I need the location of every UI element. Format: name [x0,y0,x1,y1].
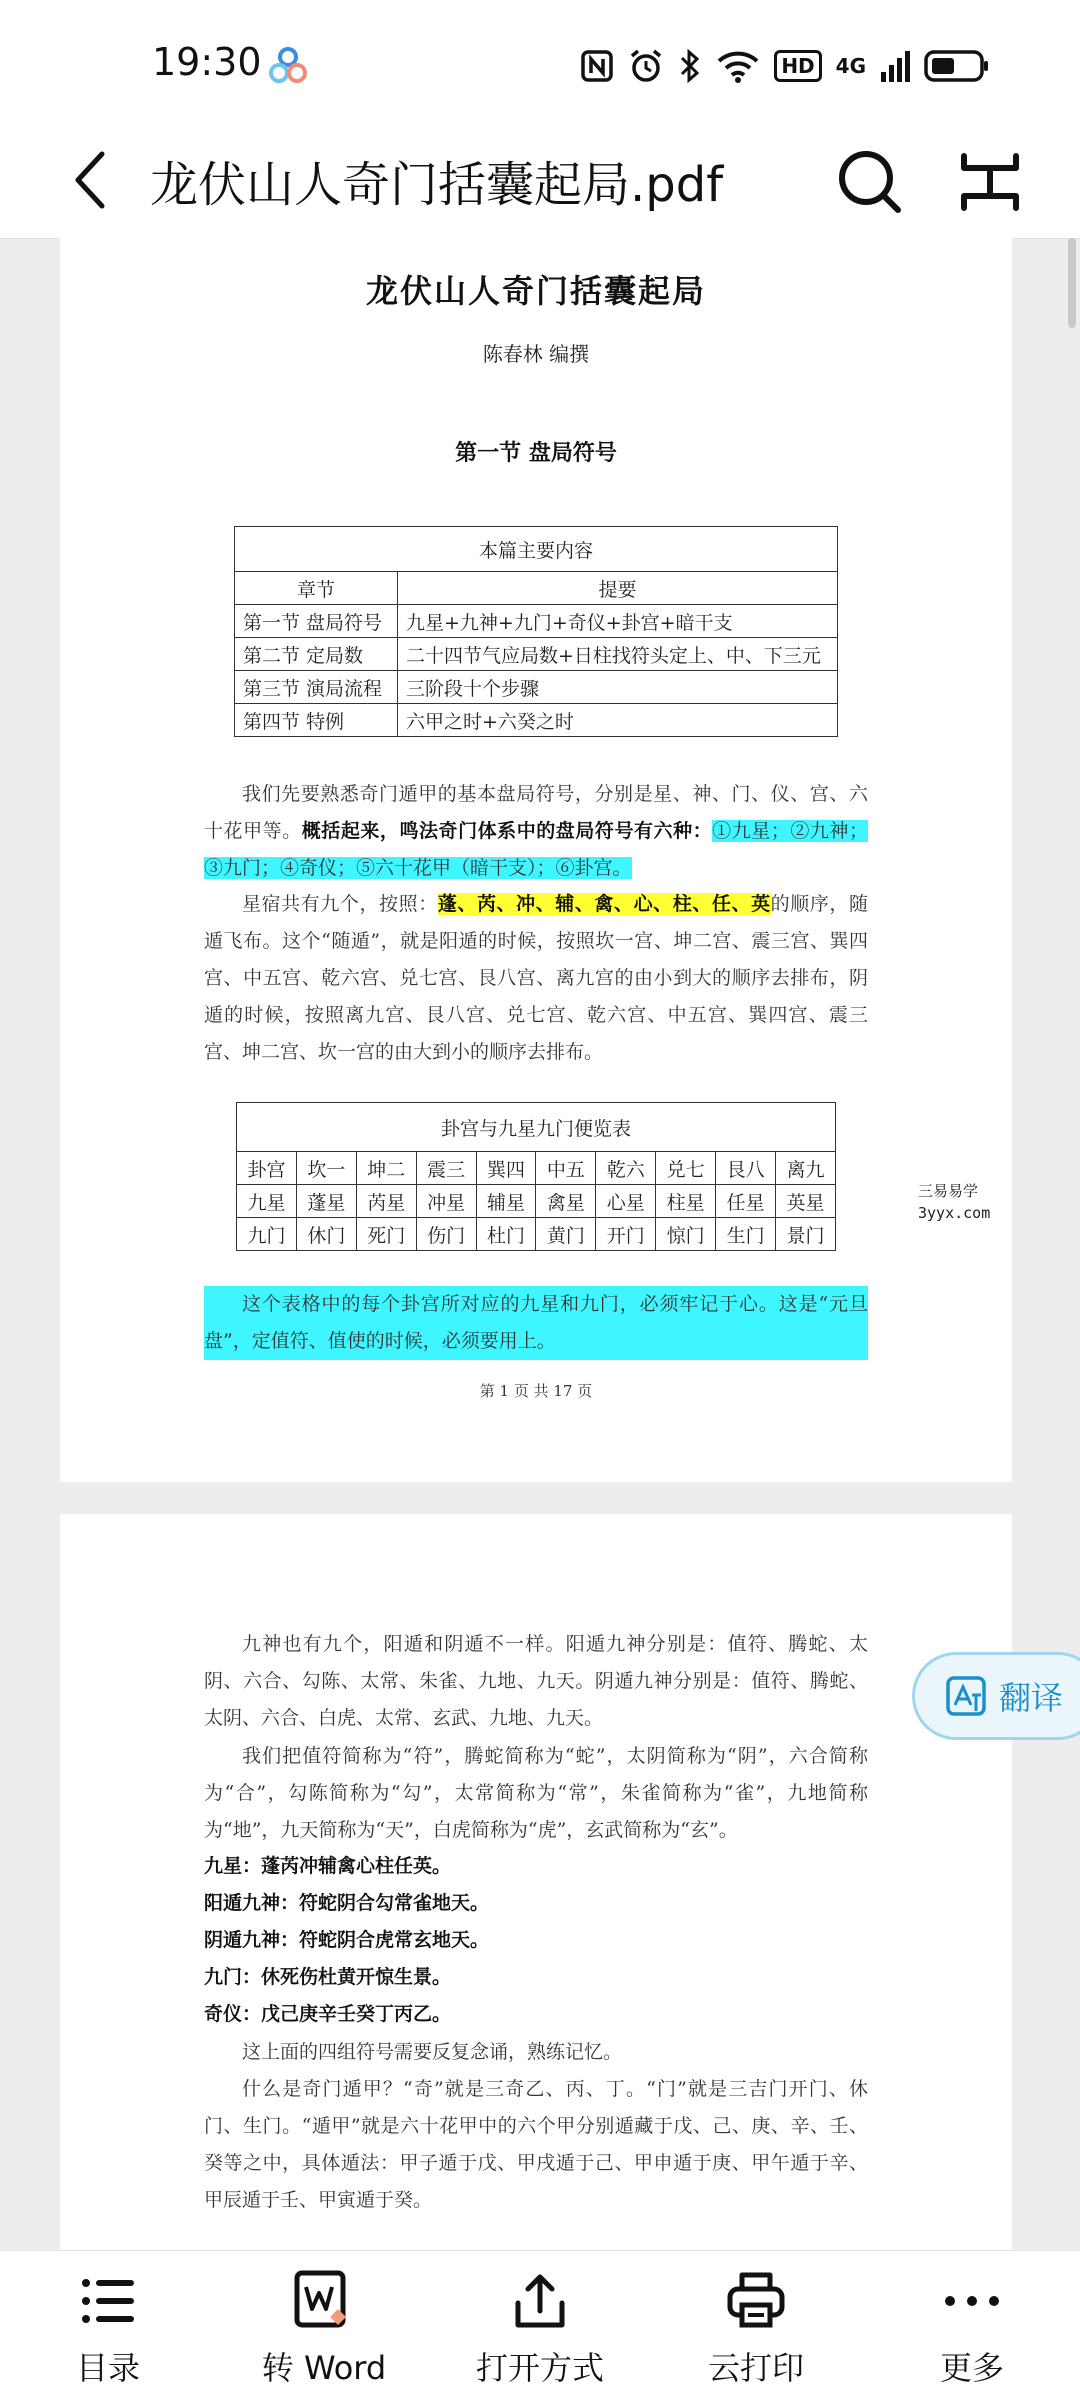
table-cell: 卦宫 [237,1152,297,1185]
watermark-line: 三易易学 [918,1182,979,1200]
table-cell: 三阶段十个步骤 [398,671,838,704]
pdf-page-1 [60,238,1012,1482]
battery-icon [924,49,990,83]
stars-highlight: 蓬、芮、冲、辅、禽、心、柱、任、英 [437,893,771,915]
list-item: 九门：休死伤杜黄开惊生景。 [204,1966,452,1988]
share-icon [508,2269,572,2333]
nfc-icon [580,49,614,83]
table-cell: 生门 [716,1218,776,1251]
table-cell: 任星 [716,1185,776,1218]
table-cell: 辅星 [476,1185,536,1218]
signal-icon [880,50,910,82]
table-cell: 死门 [356,1218,416,1251]
table-header: 章节 [235,572,398,605]
symbol-list [204,1848,868,2033]
back-button[interactable] [60,140,140,220]
nine-gods-paragraph: 九神也有九个，阳遁和阴遁不一样。阳遁九神分别是：值符、腾蛇、太阴、六合、勾陈、太常、朱雀、九地、九天。阴遁九神分别是：值符、腾蛇、太阴、六合、白虎、太常、玄武、九地、九天。 [204,1633,868,1729]
table-cell: 开门 [596,1218,656,1251]
note-text: 这个表格中的每个卦宫所对应的九星和九门，必须牢记于心。这是“元旦盘”，定值符、值使的时候，必须要用上。 [204,1293,868,1352]
table-row [237,1152,836,1185]
intro-paragraph [204,776,868,887]
table-cell: 禽星 [536,1185,596,1218]
status-icons [580,44,990,88]
table-cell: 第一节 盘局符号 [235,605,398,638]
status-time: 19:30 [152,40,262,84]
table-header: 提要 [398,572,838,605]
translate-button[interactable] [912,1652,1080,1740]
document-title: 龙伏山人奇门括囊起局.pdf [150,157,724,213]
wifi-icon [716,49,760,83]
table-cell: 坎一 [296,1152,356,1185]
table-cell: 惊门 [656,1218,716,1251]
page-number: 第 1 页 共 17 页 [479,1382,593,1400]
bluetooth-icon [678,48,702,84]
more-button[interactable] [882,2269,1062,2389]
table-cell: 第四节 特例 [235,704,398,737]
toolbar-label: 目录 [75,2349,140,2387]
table-cell: 冲星 [416,1185,476,1218]
summary-table [234,526,838,737]
stars-lead: 星宿共有九个，按照： [242,893,438,915]
memorize-line: 这上面的四组符号需要反复念诵，熟练记忆。 [242,2041,623,2063]
print-icon [724,2269,788,2333]
table-cell: 巽四 [476,1152,536,1185]
table-cell: 六甲之时+六癸之时 [398,704,838,737]
status-bar [0,0,1080,120]
table-row [235,671,838,704]
table-row [237,1218,836,1251]
pdf-page-2 [60,1514,1012,2250]
toolbar-label: 打开方式 [475,2349,604,2387]
table-cell: 九门 [237,1218,297,1251]
pdf-heading: 龙伏山人奇门括囊起局 [365,272,706,310]
table-cell: 艮八 [716,1152,776,1185]
more-icon [940,2269,1004,2333]
watermark-line: 3yyx.com [918,1204,991,1222]
table-cell: 二十四节气应局数+日柱找符头定上、中、下三元 [398,638,838,671]
intro-highlight: ①九星；②九神；③九门；④奇仪；⑤六十花甲（暗干支）；⑥卦宫。 [204,820,868,879]
pdf-author: 陈春林 编撰 [482,342,590,366]
title-bar [0,120,1080,239]
table-cell: 心星 [596,1185,656,1218]
list-item: 九星：蓬芮冲辅禽心柱任英。 [204,1855,452,1877]
table-row [235,704,838,737]
table-cell: 芮星 [356,1185,416,1218]
table-cell: 蓬星 [296,1185,356,1218]
close-reader-button[interactable] [950,142,1030,222]
list-item: 阳遁九神：符蛇阴合勾常雀地天。 [204,1892,490,1914]
summary-table-caption: 本篇主要内容 [235,527,838,572]
intro-bold: 概括起来，鸣法奇门体系中的盘局符号有六种： [301,820,713,842]
alarm-icon [628,48,664,84]
intro-text: 我们先要熟悉奇门遁甲的基本盘局符号，分别是星、神、门、仪、宫、六十花甲等。 [204,783,868,842]
table-row [235,605,838,638]
hd-badge: HD [774,50,821,82]
table-cell: 震三 [416,1152,476,1185]
network-type: 4G [835,54,866,78]
list-item: 奇仪：戊己庚辛壬癸丁丙乙。 [204,2003,452,2025]
translate-label: 翻译 [999,1679,1064,1717]
abbreviation-paragraph: 我们把值符简称为“符”，腾蛇简称为“蛇”，太阴简称为“阴”，六合简称为“合”，勾陈简称为“勾”，太常简称为“常”，朱雀简称为“雀”，九地简称为“地”，九天简称为“天”，白虎简称为“虎”，玄武简称为“玄”。 [204,1745,868,1841]
stars-paragraph [204,886,868,1071]
table-cell: 中五 [536,1152,596,1185]
watermark [918,1180,998,1224]
table-cell: 景门 [776,1218,836,1251]
convert-word-icon [292,2269,356,2333]
table-row [235,638,838,671]
table-row [237,1185,836,1218]
table-cell: 九星 [237,1185,297,1218]
table-cell: 第二节 定局数 [235,638,398,671]
table-cell: 休门 [296,1218,356,1251]
note-paragraph [204,1286,868,1360]
reference-table [236,1102,836,1251]
table-cell: 杜门 [476,1218,536,1251]
document-viewer[interactable] [0,238,1080,2250]
reference-table-caption: 卦宫与九星九门便览表 [237,1103,836,1152]
table-cell: 乾六 [596,1152,656,1185]
toolbar-label: 云打印 [707,2349,804,2387]
table-cell: 兑七 [656,1152,716,1185]
convert-word-button[interactable] [234,2269,414,2389]
toolbar-label: 转 Word [261,2349,387,2387]
search-button[interactable] [830,142,910,222]
list-icon [76,2269,140,2333]
cloud-print-button[interactable] [666,2269,846,2389]
table-cell: 柱星 [656,1185,716,1218]
table-cell: 英星 [776,1185,836,1218]
definition-paragraph [204,2034,868,2219]
scrollbar[interactable] [1068,238,1076,328]
section-title: 第一节 盘局符号 [455,440,617,466]
table-cell: 坤二 [356,1152,416,1185]
table-cell: 离九 [776,1152,836,1185]
toc-button[interactable] [18,2269,198,2389]
table-cell: 第三节 演局流程 [235,671,398,704]
bottom-toolbar [0,2250,1080,2401]
app-notification-icon [268,46,308,86]
list-item: 阴遁九神：符蛇阴合虎常玄地天。 [204,1929,490,1951]
table-cell: 伤门 [416,1218,476,1251]
translate-icon [945,1675,987,1717]
definition-text: 什么是奇门遁甲？“奇”就是三奇乙、丙、丁。“门”就是三吉门开门、休门、生门。“遁甲”就是六十花甲中的六个甲分别遁藏于戊、己、庚、辛、壬、癸等之中，具体遁法：甲子遁于戊、甲戌遁于己、甲申遁于庚、甲午遁于辛、甲辰遁于壬、甲寅遁于癸。 [204,2078,868,2211]
table-cell: 九星+九神+九门+奇仪+卦宫+暗干支 [398,605,838,638]
toolbar-label: 更多 [939,2349,1004,2387]
stars-rest: 的顺序，随遁飞布。这个“随遁”，就是阳遁的时候，按照坎一宫、坤二宫、震三宫、巽四宫、中五宫、乾六宫、兑七宫、艮八宫、离九宫的由小到大的顺序去排布，阴遁的时候，按照离九宫、艮八宫、兑七宫、乾六宫、中五宫、巽四宫、震三宫、坤二宫、坎一宫的由大到小的顺序去排布。 [204,893,868,1063]
table-cell: 黄门 [536,1218,596,1251]
open-with-button[interactable] [450,2269,630,2389]
